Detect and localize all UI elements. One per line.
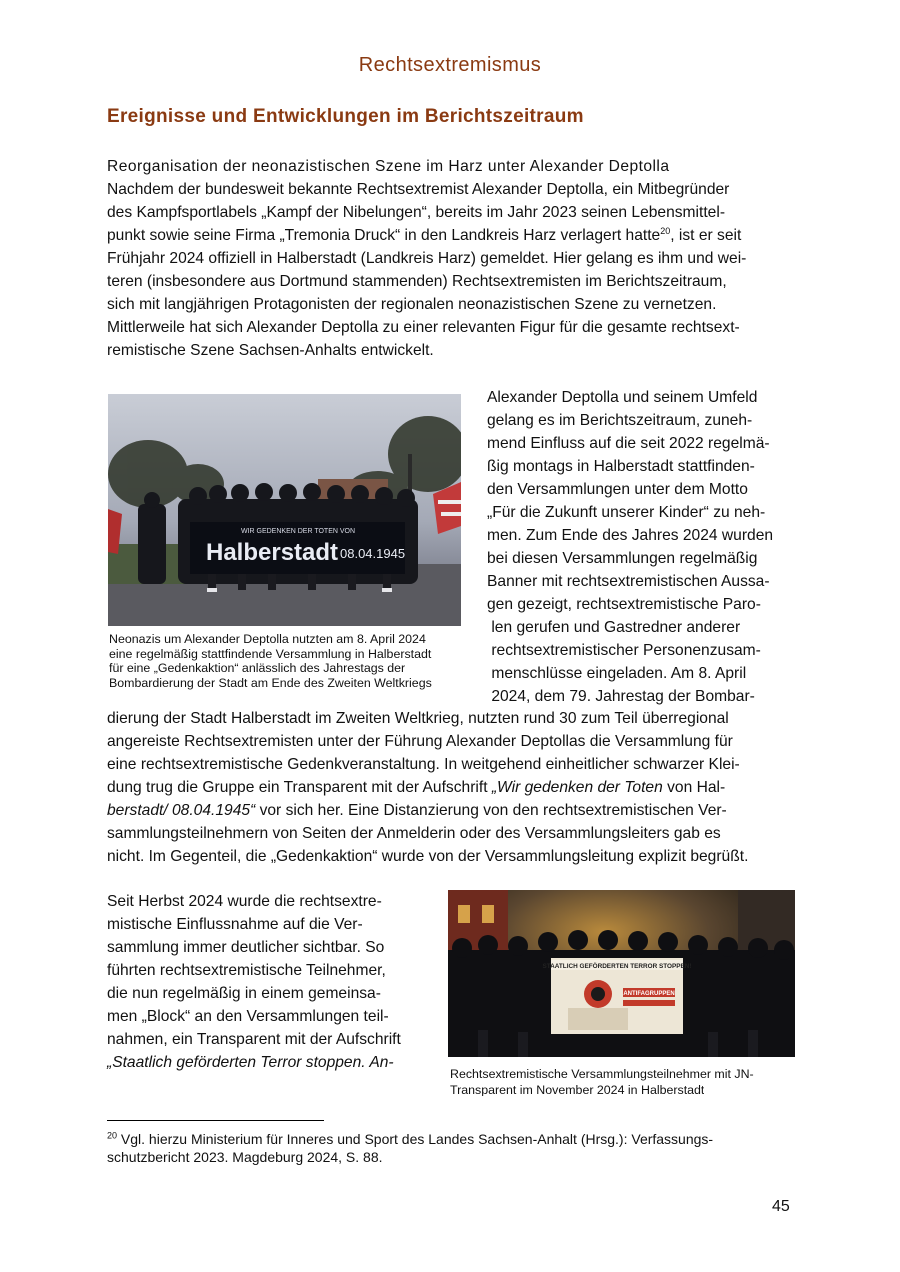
paragraph-line — [107, 799, 727, 822]
paragraph-line: rechtsextremistischer Personenzusam- — [487, 642, 761, 659]
paragraph-line: „Für die Zukunft unserer Kinder“ zu neh- — [487, 504, 766, 521]
paragraph-line: ßig montags in Halberstadt stattfinden- — [487, 458, 755, 475]
photo-graphic — [108, 394, 461, 626]
footnote-reference[interactable]: 20 — [660, 225, 671, 236]
paragraph-line: 2024, dem 79. Jahrestag der Bombar- — [487, 688, 755, 705]
paragraph-line: remistische Szene Sachsen-Anhalts entwickelt. — [107, 342, 434, 359]
paragraph-line: men. Zum Ende des Jahres 2024 wurden — [487, 527, 774, 544]
text-span: vor sich her. Eine Distanzierung von den rechtsextremistischen Ver- — [255, 802, 727, 819]
figure-memorial-march-photo — [108, 394, 461, 626]
paragraph-line: nahmen, ein Transparent mit der Aufschrift — [107, 1031, 401, 1048]
paragraph-line: sich mit langjährigen Protagonisten der regionalen neonazistischen Szene zu vernetzen. — [107, 296, 717, 313]
paragraph-line: sammlungsteilnehmern von Seiten der Anmelderin oder des Versammlungsleiters gab es — [107, 825, 721, 842]
text-span: , ist er seit — [670, 227, 742, 244]
paragraph-line: Seit Herbst 2024 wurde die rechtsextre- — [107, 893, 382, 910]
text-span: dung trug die Gruppe ein Transparent mit der Aufschrift — [107, 779, 492, 796]
page-number: 45 — [772, 1198, 790, 1215]
figure-caption-line: für eine „Gedenkaktion“ anlässlich des Jahrestags der — [109, 661, 406, 675]
footnote-number: 20 — [107, 1130, 118, 1141]
paragraph-line — [107, 224, 741, 247]
paragraph-line: sammlung immer deutlicher sichtbar. So — [107, 939, 385, 956]
figure-caption-line: eine regelmäßig stattfindende Versammlung in Halberstadt — [109, 646, 432, 661]
footnote-line — [107, 1130, 713, 1148]
paragraph-line: Banner mit rechtsextremistischen Aussa- — [487, 573, 770, 590]
paragraph-line: teren (insbesondere aus Dortmund stammenden) Rechtsextremisten im Berichtszeitraum, — [107, 273, 727, 290]
paragraph-line: „Staatlich geförderten Terror stoppen. An- — [107, 1054, 394, 1071]
figure-caption-line: Transparent im November 2024 in Halberstadt — [450, 1083, 705, 1096]
paragraph-line: führten rechtsextremistische Teilnehmer, — [107, 962, 386, 979]
footnote-text: Vgl. hierzu Ministerium für Inneres und Sport des Landes Sachsen-Anhalt (Hrsg.): Verfassungs- — [117, 1131, 714, 1147]
article-subheading: Reorganisation der neonazistischen Szene im Harz unter Alexander Deptolla — [107, 158, 670, 175]
quoted-banner-text: „Wir gedenken der Toten — [491, 779, 663, 796]
paragraph-line: mistische Einflussnahme auf die Ver- — [107, 916, 363, 933]
figure-caption-line: Bombardierung der Stadt am Ende des Zweiten Weltkriegs — [109, 675, 432, 690]
paragraph-line: bei diesen Versammlungen regelmäßig — [487, 550, 758, 567]
paragraph-line: Alexander Deptolla und seinem Umfeld — [487, 389, 758, 406]
figure-jn-banner-photo — [448, 890, 795, 1057]
quoted-banner-text: berstadt/ 08.04.1945“ — [107, 802, 256, 819]
paragraph-line: gen gezeigt, rechtsextremistische Paro- — [487, 596, 761, 613]
paragraph-line: des Kampfsportlabels „Kampf der Nibelungen“, bereits im Jahr 2023 seinen Lebensmittel- — [107, 204, 726, 221]
paragraph-line — [107, 776, 725, 799]
paragraph-line: angereiste Rechtsextremisten unter der Führung Alexander Deptollas die Versammlung für — [107, 733, 733, 750]
paragraph-line: Frühjahr 2024 offiziell in Halberstadt (Landkreis Harz) gemeldet. Hier gelang es ihm und wei- — [107, 250, 747, 267]
paragraph-line: mend Einfluss auf die seit 2022 regelmä- — [487, 435, 770, 452]
paragraph-line: Nachdem der bundesweit bekannte Rechtsextremist Alexander Deptolla, ein Mitbegründer — [107, 181, 730, 198]
section-heading: Ereignisse und Entwicklungen im Berichtszeitraum — [107, 106, 584, 127]
paragraph-line: nicht. Im Gegenteil, die „Gedenkaktion“ wurde von der Versammlungsleitung explizit begrüßt. — [107, 848, 749, 865]
text-span: punkt sowie seine Firma „Tremonia Druck“ in den Landkreis Harz verlagert hatte — [107, 227, 661, 244]
paragraph-line: men „Block“ an den Versammlungen teil- — [107, 1008, 389, 1025]
paragraph-line: dierung der Stadt Halberstadt im Zweiten Weltkrieg, nutzten rund 30 zum Teil überregional — [107, 710, 729, 727]
photo-graphic — [448, 890, 795, 1057]
banner-antifa-text: ANTIFAGRUPPEN — [623, 991, 675, 997]
figure-caption-line: Neonazis um Alexander Deptolla nutzten am 8. April 2024 — [109, 632, 426, 646]
paragraph-line: gelang es im Berichtszeitraum, zuneh- — [487, 412, 753, 429]
paragraph-line: die nun regelmäßig in einem gemeinsa- — [107, 985, 381, 1002]
paragraph-line: Mittlerweile hat sich Alexander Deptolla zu einer relevanten Figur für die gesamte rechtsext- — [107, 319, 740, 336]
figure-caption-line: Rechtsextremistische Versammlungsteilnehmer mit JN- — [450, 1067, 754, 1081]
footnote-line: schutzbericht 2023. Magdeburg 2024, S. 88. — [107, 1149, 383, 1165]
banner-top-text: WIR GEDENKEN DER TOTEN VON — [240, 528, 356, 535]
paragraph-line: len gerufen und Gastredner anderer — [487, 619, 741, 636]
text-span: von Hal- — [662, 779, 726, 796]
paragraph-line: menschlüsse eingeladen. Am 8. April — [487, 665, 747, 682]
paragraph-line: eine rechtsextremistische Gedenkveranstaltung. In weitgehend einheitlicher schwarzer Klei- — [107, 756, 740, 773]
footnote-separator — [107, 1120, 324, 1121]
banner-slogan-text: STAATLICH GEFÖRDERTEN TERROR STOPPEN! — [542, 963, 692, 970]
banner-city-text: Halberstadt — [206, 539, 339, 566]
banner-date-text: 08.04.1945 — [340, 546, 406, 561]
running-header: Rechtsextremismus — [358, 54, 542, 76]
paragraph-line: den Versammlungen unter dem Motto — [487, 481, 748, 498]
